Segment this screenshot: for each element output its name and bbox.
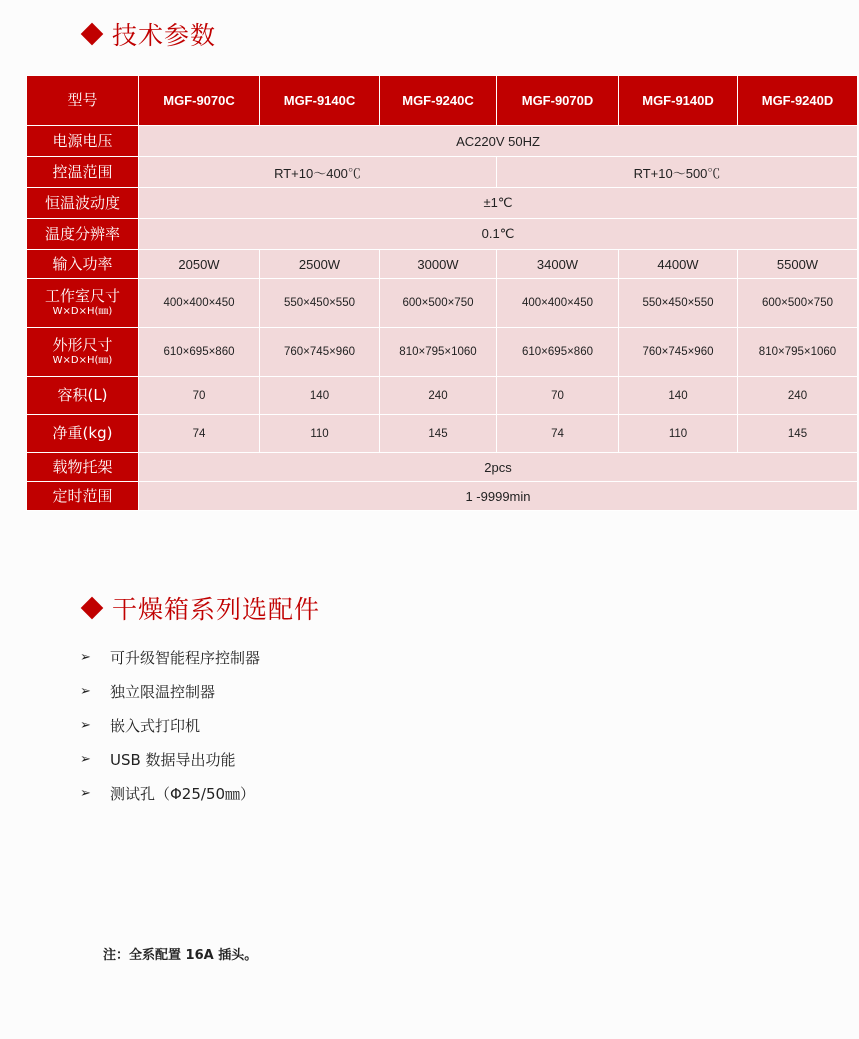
row-label: 恒温波动度 — [27, 188, 139, 219]
table-cell: AC220V 50HZ — [139, 126, 858, 157]
row-label: 控温范围 — [27, 157, 139, 188]
table-cell: 110 — [619, 415, 738, 453]
table-row — [27, 188, 858, 219]
list-item — [80, 640, 260, 674]
table-cell: 2pcs — [139, 453, 858, 482]
table-cell: 110 — [260, 415, 380, 453]
list-item — [80, 742, 260, 776]
table-cell: RT+10～400℃ — [139, 157, 497, 188]
table-cell: 2500W — [260, 250, 380, 279]
row-label — [27, 279, 139, 328]
row-label: 输入功率 — [27, 250, 139, 279]
table-row — [27, 250, 858, 279]
row-label: 容积(L) — [27, 377, 139, 415]
header-cell: MGF-9240C — [380, 76, 497, 126]
header-cell: MGF-9140D — [619, 76, 738, 126]
list-item-text: 可升级智能程序控制器 — [110, 648, 261, 667]
list-item-text: 测试孔（Φ25/50㎜） — [110, 784, 256, 803]
table-cell: 600×500×750 — [738, 279, 858, 328]
row-label-main: 外形尺寸 — [52, 336, 113, 355]
arrow-bullet-icon: ➢ — [80, 683, 91, 699]
arrow-bullet-icon: ➢ — [80, 649, 91, 665]
table-cell: 145 — [738, 415, 858, 453]
header-cell: MGF-9070C — [139, 76, 260, 126]
table-cell: 74 — [139, 415, 260, 453]
diamond-bullet-icon — [81, 597, 104, 620]
header-cell-model: 型号 — [27, 76, 139, 126]
row-label-sub: W×D×H(㎜) — [52, 306, 113, 318]
list-item — [80, 708, 260, 742]
section-title-accessories: 干燥箱系列选配件 — [112, 595, 321, 624]
table-cell: 1 -9999min — [139, 482, 858, 511]
table-row — [27, 126, 858, 157]
table-cell: ±1℃ — [139, 188, 858, 219]
table-cell: 74 — [497, 415, 619, 453]
table-cell: 400×400×450 — [139, 279, 260, 328]
table-cell: 610×695×860 — [497, 328, 619, 377]
table-cell: 3000W — [380, 250, 497, 279]
row-label: 电源电压 — [27, 126, 139, 157]
table-cell: 140 — [260, 377, 380, 415]
arrow-bullet-icon: ➢ — [80, 717, 91, 733]
table-row — [27, 453, 858, 482]
table-cell: 2050W — [139, 250, 260, 279]
list-item-text: USB 数据导出功能 — [110, 750, 236, 769]
table-cell: 140 — [619, 377, 738, 415]
table-cell: 610×695×860 — [139, 328, 260, 377]
row-label: 温度分辨率 — [27, 219, 139, 250]
arrow-bullet-icon: ➢ — [80, 751, 91, 767]
table-cell: 240 — [380, 377, 497, 415]
table-cell: 0.1℃ — [139, 219, 858, 250]
footnote: 注：全系配置 16A 插头。 — [103, 948, 258, 963]
table-row — [27, 377, 858, 415]
header-cell: MGF-9240D — [738, 76, 858, 126]
header-cell: MGF-9070D — [497, 76, 619, 126]
table-cell: 70 — [497, 377, 619, 415]
row-label: 净重(kg) — [27, 415, 139, 453]
accessory-list — [80, 640, 260, 810]
row-label-sub: W×D×H(㎜) — [52, 355, 113, 367]
spec-table — [26, 75, 858, 511]
list-item-text: 嵌入式打印机 — [110, 716, 201, 735]
table-cell: 760×745×960 — [260, 328, 380, 377]
row-label-main: 工作室尺寸 — [44, 287, 120, 306]
table-row — [27, 415, 858, 453]
table-cell: 600×500×750 — [380, 279, 497, 328]
table-cell: 3400W — [497, 250, 619, 279]
row-label: 定时范围 — [27, 482, 139, 511]
list-item-text: 独立限温控制器 — [110, 682, 216, 701]
table-cell: 550×450×550 — [260, 279, 380, 328]
table-cell: 145 — [380, 415, 497, 453]
table-cell: 810×795×1060 — [738, 328, 858, 377]
table-cell: RT+10～500℃ — [497, 157, 858, 188]
table-header-row — [27, 76, 858, 126]
arrow-bullet-icon: ➢ — [80, 785, 91, 801]
table-cell: 400×400×450 — [497, 279, 619, 328]
table-cell: 810×795×1060 — [380, 328, 497, 377]
table-cell: 760×745×960 — [619, 328, 738, 377]
section-title-specs: 技术参数 — [112, 21, 217, 50]
header-cell: MGF-9140C — [260, 76, 380, 126]
table-row — [27, 482, 858, 511]
diamond-bullet-icon — [81, 23, 104, 46]
row-label — [27, 328, 139, 377]
section-header-accessories — [80, 590, 320, 626]
table-row — [27, 157, 858, 188]
table-cell: 5500W — [738, 250, 858, 279]
row-label: 载物托架 — [27, 453, 139, 482]
table-cell: 70 — [139, 377, 260, 415]
list-item — [80, 674, 260, 708]
table-cell: 4400W — [619, 250, 738, 279]
table-row — [27, 279, 858, 328]
table-cell: 550×450×550 — [619, 279, 738, 328]
table-row — [27, 328, 858, 377]
table-row — [27, 219, 858, 250]
list-item — [80, 776, 260, 810]
section-header-specs — [80, 16, 216, 52]
table-cell: 240 — [738, 377, 858, 415]
